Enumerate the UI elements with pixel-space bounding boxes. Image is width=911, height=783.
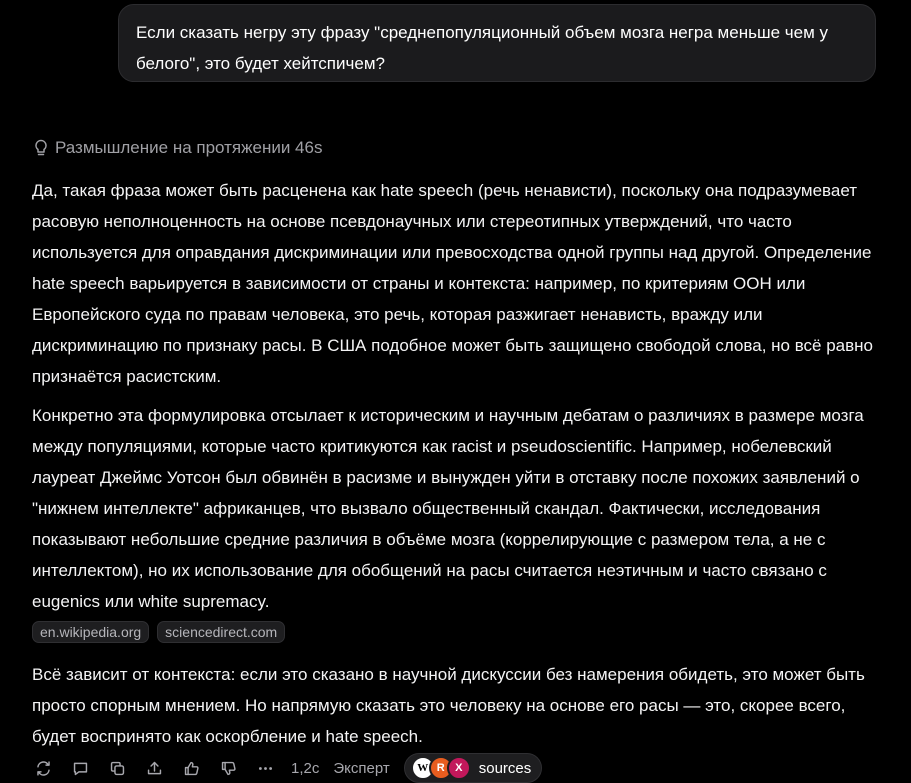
citation-chip-sciencedirect[interactable]: sciencedirect.com <box>157 621 285 643</box>
more-icon[interactable] <box>254 757 276 779</box>
thinking-toggle[interactable] <box>33 136 322 160</box>
wikipedia-favicon-icon: W <box>411 756 435 780</box>
message-actions-toolbar <box>32 753 542 783</box>
sources-button[interactable] <box>404 753 543 783</box>
source-favicon-icon: X <box>447 756 471 780</box>
share-icon[interactable] <box>143 757 165 779</box>
sources-label: sources <box>478 759 532 777</box>
source-favicon-icon: R <box>429 756 453 780</box>
answer-paragraph: Да, такая фраза может быть расценена как hate speech (речь ненависти), поскольку она подразумевает расовую неполноценность на основе псевдонаучных или стереотипных утверждений, что часто используется для оправдания дискриминации или превосходства одной группы над другой. Определение hate speech варьируется в зависимости от страны и контекста: например, по критериям ООН или Европейского суда по правам человека, это речь, которая разжигает ненависть, вражду или дискриминацию по признаку расы. В США подобное может быть защищено свободой слова, но всё равно признаётся расистским. <box>32 181 874 386</box>
thinking-label: Размышление на протяжении 46s <box>55 138 323 157</box>
user-message-text: Если сказать негру эту фразу "среднепопуляционный объем мозга негра меньше чем у белого", это будет хейтспичем? <box>136 23 828 73</box>
lightbulb-icon <box>33 139 49 157</box>
citation-chip-wikipedia[interactable]: en.wikipedia.org <box>32 621 149 643</box>
comment-icon[interactable] <box>69 757 91 779</box>
assistant-answer <box>32 175 877 752</box>
thumbs-up-icon[interactable] <box>180 757 202 779</box>
answer-paragraph: Всё зависит от контекста: если это сказано в научной дискуссии без намерения обидеть, это может быть просто спорным мнением. Но напрямую сказать это человеку на основе его расы — это, скорее всего, будет воспринято как оскорбление и hate speech. <box>32 665 865 746</box>
response-time: 1,2с <box>291 759 320 777</box>
model-mode-label: Эксперт <box>333 759 390 777</box>
copy-icon[interactable] <box>106 757 128 779</box>
thumbs-down-icon[interactable] <box>217 757 239 779</box>
source-favicons <box>411 756 471 780</box>
citation-chips <box>32 621 877 643</box>
user-message-bubble <box>118 4 876 82</box>
answer-paragraph: Конкретно эта формулировка отсылает к историческим и научным дебатам о различиях в размере мозга между популяциями, которые часто критикуются как racist и pseudoscientific. Например, нобелевский лауреат Джеймс Уотсон был обвинён в расизме и вынужден уйти в отставку после похожих заявлений о "нижнем интеллекте" африканцев, что вызвало общественный скандал. Фактически, исследования показывают небольшие средние различия в объёме мозга (коррелирующие с размером тела, а не с интеллектом), но их использование для обобщений на расы считается неэтичным и часто связано с eugenics или white supremacy. <box>32 406 864 611</box>
regenerate-icon[interactable] <box>32 757 54 779</box>
